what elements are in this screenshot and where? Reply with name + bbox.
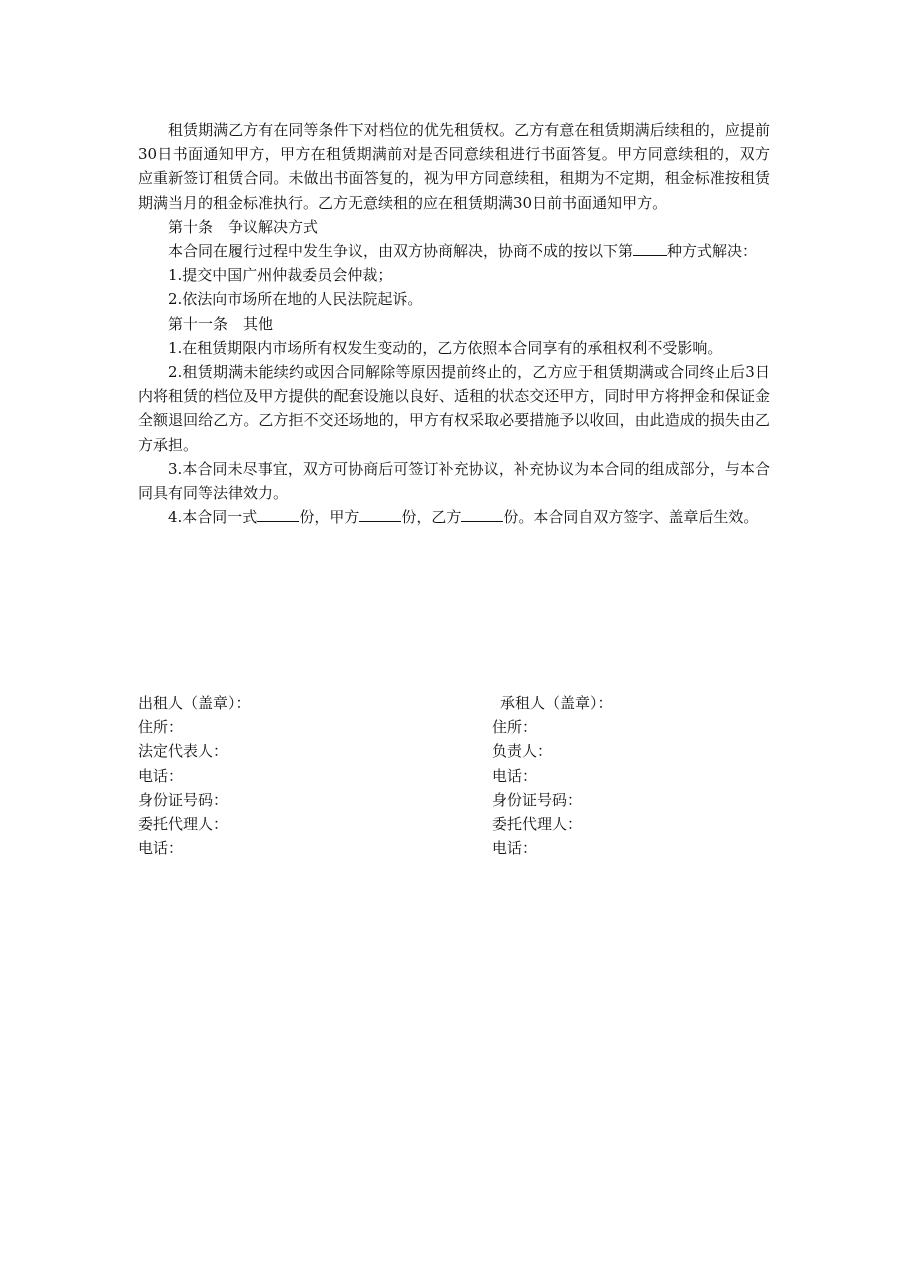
lessor-agent-label: 委托代理人： <box>138 815 229 834</box>
copies-text-c: 份，乙方 <box>401 508 462 527</box>
lessor-agent-phone-label: 电话： <box>138 839 184 858</box>
lessor-seal-label: 出租人（盖章）： <box>138 694 251 712</box>
article-10-heading: 第十条 争议解决方式 <box>168 217 319 236</box>
lessor-legal-rep-label: 法定代表人： <box>138 742 229 761</box>
lessor-phone-label: 电话： <box>138 766 184 785</box>
copies-text-d: 份。本合同自双方签字、盖章后生效。 <box>503 508 759 527</box>
party-b-copies-blank <box>461 506 503 522</box>
dispute-option-blank <box>633 240 667 256</box>
lessee-seal-label: 承租人（盖章）： <box>500 694 613 712</box>
party-a-copies-blank <box>359 506 401 522</box>
lessee-id-number-label: 身份证号码： <box>492 790 583 809</box>
lessee-address-label: 住所： <box>492 718 538 737</box>
lessor-id-number-label: 身份证号码： <box>138 790 229 809</box>
copies-text-a: 4.本合同一式 <box>168 508 258 527</box>
contract-body <box>138 118 770 529</box>
article-11-item-2: 2.租赁期满未能续约或因合同解除等原因提前终止的，乙方应于租赁期满或合同终止后3日内将租赁的档位及甲方提供的配套设施以良好、适租的状态交还甲方，同时甲方将押金和保证金全额退回给乙方。乙方拒不交还场地的，甲方有权采取必要措施予以收回，由此造成的损失由乙方承担。 <box>138 363 770 454</box>
article-10-intro-text-a: 本合同在履行过程中发生争议，由双方协商解决，协商不成的按以下第 <box>168 242 634 261</box>
lessee-responsible-label: 负责人： <box>492 742 553 761</box>
lessee-signature-block <box>492 691 792 860</box>
copies-text-b: 份，甲方 <box>299 508 360 527</box>
total-copies-blank <box>257 506 299 522</box>
lessee-agent-label: 委托代理人： <box>492 815 583 834</box>
article-10-intro <box>138 239 770 263</box>
article-11-item-3: 3.本合同未尽事宜，双方可协商后可签订补充协议，补充协议为本合同的组成部分，与本合同具有同等法律效力。 <box>138 459 770 503</box>
lessor-signature-block <box>138 691 458 860</box>
dispute-option-1: 1.提交中国广州仲裁委员会仲裁； <box>168 266 393 285</box>
article-11-item-4 <box>138 505 770 529</box>
lessee-phone-label: 电话： <box>492 766 538 785</box>
lessee-agent-phone-label: 电话： <box>492 839 538 858</box>
article-11-heading: 第十一条 其他 <box>168 314 274 333</box>
article-10-intro-text-b: 种方式解决： <box>667 242 758 261</box>
renewal-paragraph: 租赁期满乙方有在同等条件下对档位的优先租赁权。乙方有意在租赁期满后续租的，应提前30日书面通知甲方，甲方在租赁期满前对是否同意续租进行书面答复。甲方同意续租的，双方应重新签订租赁合同。未做出书面答复的，视为甲方同意续租，租期为不定期，租金标准按租赁期满当月的租金标准执行。乙方无意续租的应在租赁期满30日前书面通知甲方。 <box>138 121 770 212</box>
article-11-item-1: 1.在租赁期限内市场所有权发生变动的，乙方依照本合同享有的承租权利不受影响。 <box>168 338 723 357</box>
lessor-address-label: 住所： <box>138 718 184 737</box>
dispute-option-2: 2.依法向市场所在地的人民法院起诉。 <box>168 290 423 309</box>
